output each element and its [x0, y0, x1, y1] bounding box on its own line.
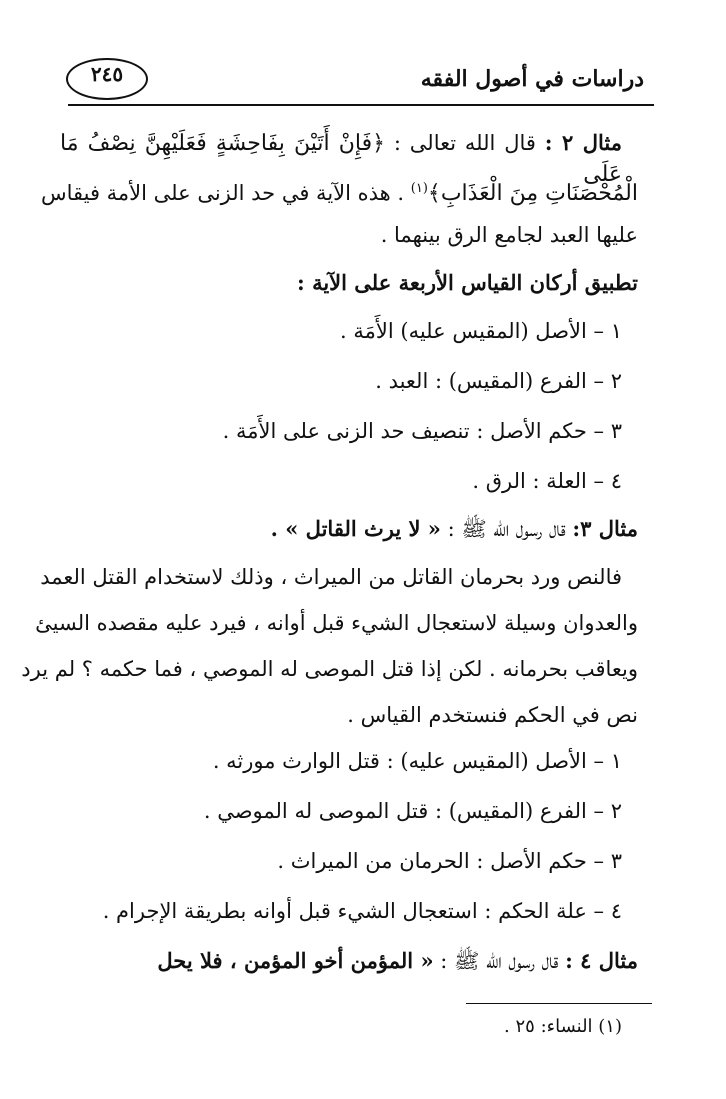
quran-verse-part-2: الْمُحْصَنَاتِ مِنَ الْعَذَابِ﴾ — [427, 181, 638, 206]
apply-heading: تطبيق أركان القياس الأربعة على الآية : — [297, 270, 638, 295]
running-header-title: دراسات في أصول الفقه — [420, 66, 644, 92]
list1-item: ١ – الأصل (المقيس عليه) الأَمَة . — [340, 319, 622, 343]
example-3-line — [271, 514, 638, 544]
list2-item: ٤ – علة الحكم : استعجال الشيء قبل أوانه بطريقة الإجرام . — [102, 899, 622, 923]
list1-item: ٣ – حكم الأصل : تنصيف حد الزنى على الأَمَة . — [222, 419, 622, 443]
example-2-line-2 — [41, 174, 638, 209]
example-2-label: مثال ٢ : — [544, 130, 622, 155]
footnote-ref: (١) — [410, 181, 428, 196]
quran-verse-part-1: ﴿فَإِنْ أَتَيْنَ بِفَاحِشَةٍ فَعَلَيْهِنَّ نِصْفُ مَا عَلَى — [60, 131, 622, 187]
list1-item: ٢ – الفرع (المقيس) : العبد . — [375, 369, 622, 393]
paragraph-line: والعدوان وسيلة لاستعجال الشيء قبل أوانه ، فيرد عليه مقصده السيئ — [35, 611, 638, 635]
paragraph-line: نص في الحكم فنستخدم القياس . — [347, 703, 638, 727]
footnote: (١) النساء: ٢٥ . — [504, 1016, 622, 1037]
paragraph-line: ويعاقب بحرمانه . لكن إذا قتل الموصى له الموصي ، فما حكمه ؟ لم يرد — [21, 657, 638, 681]
list2-item: ٣ – حكم الأصل : الحرمان من الميراث . — [277, 849, 622, 873]
header-rule — [68, 104, 654, 106]
example-3-intro: قال رسول الله ﷺ : — [440, 517, 573, 541]
example-3-label: مثال ٣: — [572, 516, 638, 541]
example-4-intro: قال رسول الله ﷺ : — [433, 949, 566, 973]
page-number: ٢٤٥ — [90, 62, 124, 86]
list2-item: ١ – الأصل (المقيس عليه) : قتل الوارث مورثه . — [212, 749, 622, 773]
list2-item: ٢ – الفرع (المقيس) : قتل الموصى له الموصي . — [203, 799, 622, 823]
list1-item: ٤ – العلة : الرق . — [472, 469, 622, 493]
example-3-hadith: « لا يرث القاتل » . — [270, 516, 441, 541]
example-2-explanation: . هذه الآية في حد الزنى على الأمة فيقاس — [40, 181, 411, 205]
example-4-line — [157, 946, 638, 976]
example-4-hadith: « المؤمن أخو المؤمن ، فلا يحل — [157, 948, 434, 973]
footnote-rule — [466, 1003, 652, 1004]
paragraph-line: فالنص ورد بحرمان القاتل من الميراث ، وذلك لاستخدام القتل العمد — [40, 565, 622, 589]
example-2-line-3: عليها العبد لجامع الرق بينهما . — [380, 223, 638, 247]
example-4-label: مثال ٤ : — [565, 948, 638, 973]
example-2-intro: قال الله تعالى : — [385, 131, 536, 155]
